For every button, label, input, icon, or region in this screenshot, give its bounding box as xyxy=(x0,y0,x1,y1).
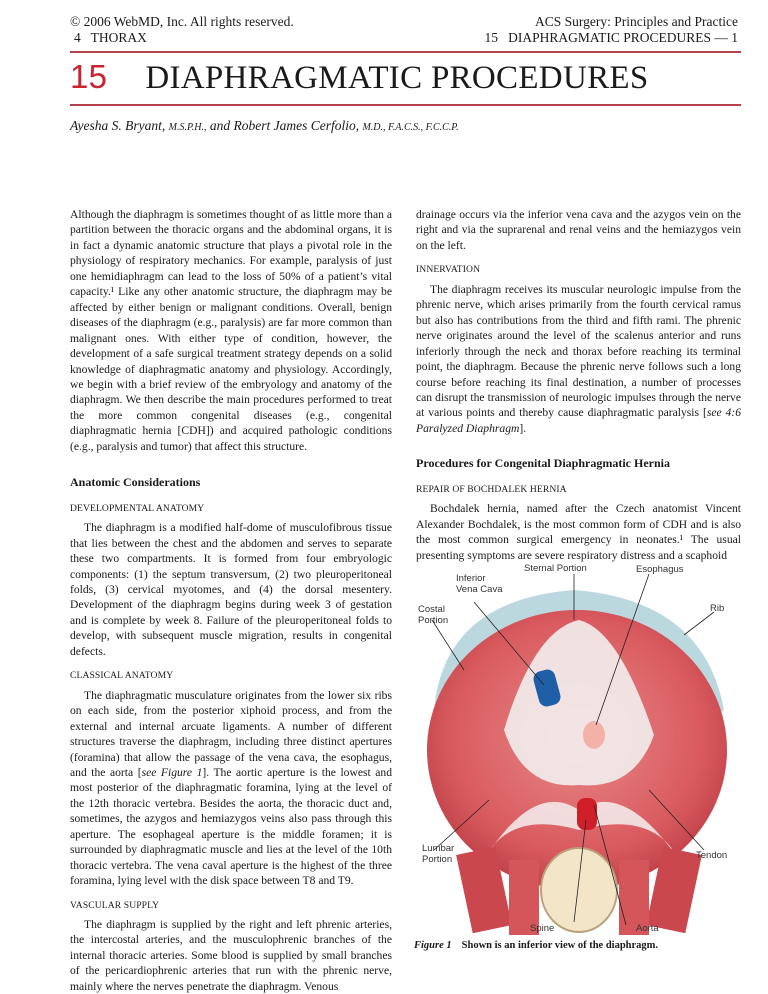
label-tendon: Tendon xyxy=(696,850,728,861)
subheading: REPAIR OF BOCHDALEK HERNIA xyxy=(416,483,567,495)
paragraph: The diaphragm is supplied by the right and left phrenic arteries, the intercostal arteries, and the musculophrenic branches of the internal thoracic arteries. Some blood is supplied by small branches of the pericardiophrenic arteries that run with the phrenic nerve, mainly where the nerves penetrate the diaphragm. Venous xyxy=(70,918,392,993)
figure-caption xyxy=(414,940,658,951)
diaphragm-illustration xyxy=(414,560,744,940)
label-spine: Spine xyxy=(530,923,555,934)
label-inferior-vena-cava: Inferior Vena Cava xyxy=(456,573,503,595)
book-title: ACS Surgery: Principles and Practice xyxy=(535,14,738,29)
label-esophagus: Esophagus xyxy=(636,564,684,575)
diaphragm-figure xyxy=(414,560,744,940)
subheading: DEVELOPMENTAL ANATOMY xyxy=(70,502,205,514)
subheading: VASCULAR SUPPLY xyxy=(70,899,160,911)
authors xyxy=(70,118,459,134)
author-2: Robert James Cerfolio, xyxy=(233,118,360,133)
running-head: 15 DIAPHRAGMATIC PROCEDURES — 1 xyxy=(484,30,738,45)
title-rule xyxy=(70,104,741,106)
chapter-title-text: DIAPHRAGMATIC PROCEDURES xyxy=(145,60,649,96)
chapter-title xyxy=(70,58,649,97)
author-1: Ayesha S. Bryant, xyxy=(70,118,166,133)
section-label: 4 THORAX xyxy=(74,30,147,45)
figure-reference-link[interactable]: see Figure 1 xyxy=(141,765,203,779)
author-1-credentials: M.S.P.H., xyxy=(168,122,207,133)
header-rule xyxy=(70,51,741,53)
copyright: © 2006 WebMD, Inc. All rights reserved. xyxy=(70,14,294,29)
author-2-credentials: M.D., F.A.C.S., F.C.C.P. xyxy=(362,122,459,133)
paragraph: The diaphragmatic musculature originates from the lower six ribs on each side, from the posterior xiphoid process, and from the external and internal arcuate ligaments. A number of different structures traverse the diaphragm, including three distinct apertures (foramina) that allow the passage of the vena cava, the esophagus, and the aorta [see Figure 1]. The aortic aperture is the lowest and most posterior of the diaphragmatic foramina, lying at the level of the 12th thoracic vertebra. Besides the aorta, the thoracic duct and, sometimes, the azygos and hemiazygos veins also pass through this aperture. The esophageal aperture is the middle foramen; it is surrounded by diaphragmatic muscle and lies at the level of the 10th thoracic vertebra. The vena caval aperture is the highest of the three foramina, lying level with the disk space between T8 and T9. xyxy=(70,688,392,888)
intro-paragraph: Although the diaphragm is sometimes thought of as little more than a partition between the thoracic organs and the abdominal organs, it is in fact a dynamic anatomic structure that plays a pivotal role in the physiology of respiratory mechanics. For example, paralysis of just one hemidiaphragm can lead to the loss of 50% of a patient’s vital capacity.¹ Like any other anatomic structure, the diaphragm may be affected by either benign or malignant conditions. Overall, benign diseases of the diaphragm (e.g., paralysis) are far more common than malignant ones. With either type of condition, however, the development of a safe surgical treatment strategy depends on a solid knowledge of diaphragmatic anatomy and physiology. Accordingly, we begin with a brief review of the embryology and anatomy of the diaphragm. We then describe the main procedures performed to treat the more common congenital diseases (e.g., congenital diaphragmatic hernia [CDH]) and acquired pathologic conditions (e.g., paralysis and tumor) that affect this structure. xyxy=(70,208,392,453)
label-rib: Rib xyxy=(710,603,725,614)
label-lumbar-portion: Lumbar Portion xyxy=(422,843,455,865)
subheading: CLASSICAL ANATOMY xyxy=(70,670,174,682)
right-column xyxy=(416,207,741,563)
label-aorta: Aorta xyxy=(636,923,659,934)
label-sternal-portion: Sternal Portion xyxy=(524,563,587,574)
caption-text: Shown is an inferior view of the diaphragm. xyxy=(461,940,659,951)
section-heading: Anatomic Considerations xyxy=(70,475,201,490)
label-costal-portion: Costal Portion xyxy=(418,604,449,626)
paragraph: Bochdalek hernia, named after the Czech anatomist Vincent Alexander Bochdalek, is the most common form of CDH and is also the most common surgical emergency in neonates.¹ The usual presenting symptoms are severe respiratory distress and a scaphoid xyxy=(416,502,741,562)
paragraph: The diaphragm receives its muscular neurologic impulse from the phrenic nerve, which arises primarily from the fourth cervical ramus but also has contributions from the third and fifth rami. The phrenic nerve originates around the level of the scalenus anterior and runs inferiorly through the neck and thorax before reaching its terminal point, the diaphragm. Because the phrenic nerve follows such a long course before reaching its final destination, a number of processes can disrupt the transmission of neurologic impulses through the nerve at various points and thereby cause diaphragmatic paralysis [see 4:6 Paralyzed Diaphragm]. xyxy=(416,282,741,435)
author-conjunction: and xyxy=(209,118,231,133)
left-column xyxy=(70,207,392,994)
subheading: INNERVATION xyxy=(416,264,481,276)
paragraph: drainage occurs via the inferior vena cava and the azygos vein on the right and via the suprarenal and renal veins and the hemiazygos vein on the left. xyxy=(416,208,741,252)
chapter-number: 15 xyxy=(70,58,108,95)
cross-reference-link[interactable]: see 4:6 Paralyzed Diaphragm xyxy=(416,406,741,435)
section-heading: Procedures for Congenital Diaphragmatic Hernia xyxy=(416,456,670,471)
paragraph: The diaphragm is a modified half-dome of musculofibrous tissue that lies between the chest and the abdomen and serves to separate these two compartments. It is formed from four embryologic components: (1) the septum transversum, (2) two pleuroperitoneal folds, (3) cervical myotomes, and (4) the dorsal mesentery. Development of the diaphragm begins during week 3 of gestation and is complete by week 8. Failure of the pleuroperitoneal folds to develop, with subsequent muscle migration, results in congenital defects. xyxy=(70,521,392,658)
caption-label: Figure 1 xyxy=(414,940,452,951)
